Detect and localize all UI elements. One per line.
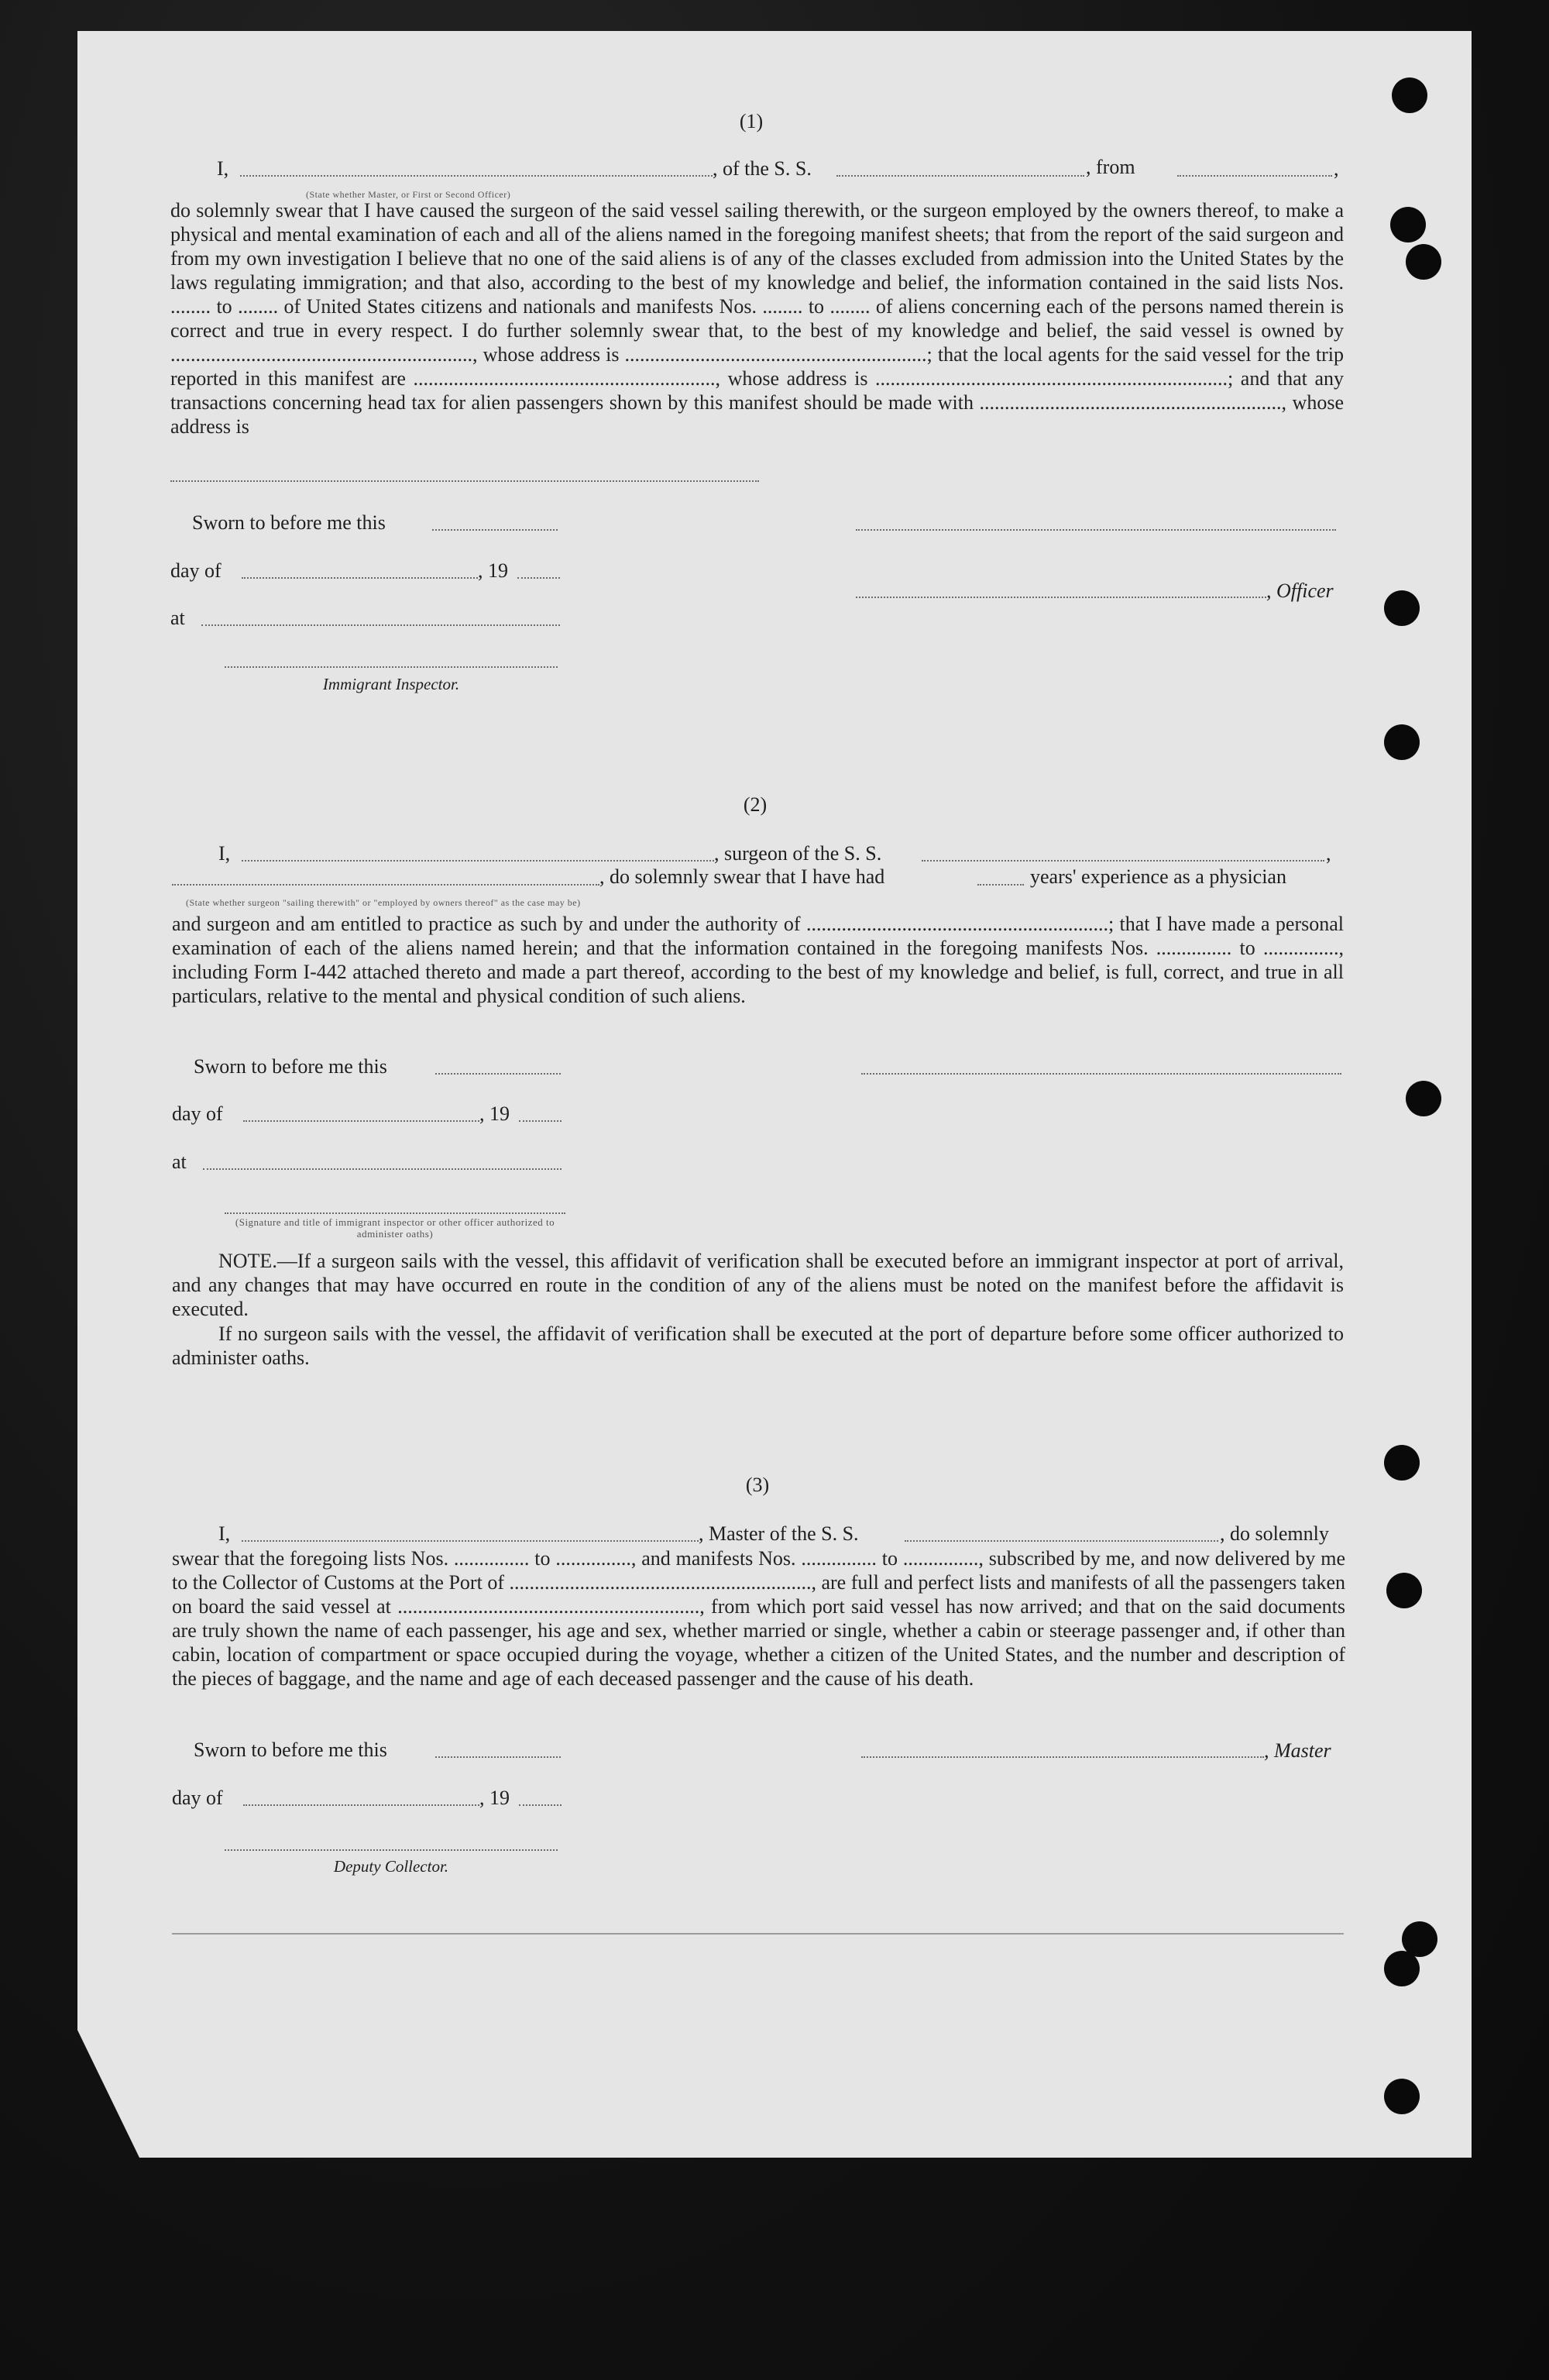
- immigrant-inspector-label: Immigrant Inspector.: [322, 675, 460, 693]
- surgeon-status-field[interactable]: [172, 884, 599, 886]
- binder-hole: [1390, 207, 1426, 242]
- master-of-ss-label: , Master of the S. S.: [699, 1522, 859, 1545]
- sworn-label: Sworn to before me this: [192, 511, 386, 534]
- month-field[interactable]: [243, 1804, 479, 1806]
- sworn-label: Sworn to before me this: [194, 1739, 387, 1761]
- i-label: I,: [218, 842, 231, 865]
- officer-rank-hint: (State whether Master, or First or Second Officer): [306, 189, 511, 200]
- sworn-label: Sworn to before me this: [194, 1055, 387, 1078]
- binder-hole: [1384, 590, 1420, 626]
- deputy-collector-label: Deputy Collector.: [333, 1857, 449, 1876]
- at-label: at: [170, 607, 185, 629]
- bottom-rule: [172, 1933, 1344, 1935]
- surgeon-of-ss-label: , surgeon of the S. S.: [714, 842, 882, 865]
- day-of-label: day of: [172, 1102, 223, 1125]
- signature-title-hint: (Signature and title of immigrant inspector or other officer authorized to administer oaths): [235, 1216, 555, 1240]
- line-comma: ,: [1326, 842, 1331, 865]
- years-experience-label: years' experience as a physician: [1030, 865, 1286, 888]
- binder-hole: [1406, 1081, 1441, 1116]
- binder-hole: [1384, 724, 1420, 760]
- at-place-field[interactable]: [203, 1168, 562, 1170]
- inspector-signature-field[interactable]: [225, 666, 558, 668]
- signature-field[interactable]: [856, 529, 1336, 531]
- sworn-day-field[interactable]: [435, 1756, 561, 1758]
- day-of-label: day of: [170, 559, 222, 582]
- section-2-oath-text: and surgeon and am entitled to practice as such by and under the authority of ............................................................; that I have made a personal examination of each of the aliens named herein; and that the information contained in the foregoing manifests Nos. ............... to ..............., including Form I-442 attached thereto and made a part thereof, according to the best of my knowledge and belief, is full, correct, and true in all particulars, relative to the mental and physical condition of such aliens.: [172, 913, 1344, 1007]
- surgeon-name-field[interactable]: [242, 860, 714, 862]
- section-1-number: (1): [739, 110, 764, 132]
- officer-label: , Officer: [1266, 580, 1334, 602]
- year-label: , 19: [479, 1102, 510, 1125]
- years-field[interactable]: [977, 884, 1024, 886]
- sworn-day-field[interactable]: [432, 529, 558, 531]
- year-label: , 19: [479, 1787, 510, 1809]
- year-label: , 19: [478, 559, 508, 582]
- section-1-oath-text: do solemnly swear that I have caused the surgeon of the said vessel sailing therewith, or the surgeon employed by the owners thereof, to make a physical and mental examination of each and all of the aliens named in the foregoing manifest sheets; that from the report of the said surgeon and from my own investigation I believe that no one of the said aliens is of any of the classes excluded from admission into the United States by the laws regulating immigration; and that also, according to the best of my knowledge and belief, the information contained in the said lists Nos. ........ to ........ of United States citizens and nationals and manifests Nos. ........ to ........ of aliens concerning each of the persons named therein is correct and true in every respect. I do further solemnly swear that, to the best of my knowledge and belief, the said vessel is owned by ............................................................, whose address is ............................................................; that the local agents for the said vessel for the trip reported in this manifest are ............................................................, whose address is ......................................................................; and that any transactions concerning head tax for alien passengers shown by this manifest should be made with ............................................................, whose address is: [170, 199, 1344, 438]
- year-field[interactable]: [519, 1120, 562, 1122]
- year-field[interactable]: [517, 577, 560, 579]
- master-vessel-field[interactable]: [905, 1540, 1218, 1542]
- at-label: at: [172, 1150, 187, 1173]
- section-3-oath-text: swear that the foregoing lists Nos. ............... to ..............., and manifests Nos. ............... to ..............., subscribed by me, and now delivered by me to the Collector of Customs at the Port of ............................................................, are full and perfect lists and manifests of all the passengers taken on board the said vessel at ............................................................, from which port said vessel has now arrived; and that on the said documents are truly shown the name of each passenger, his age and sex, whether married or single, whether a cabin or steerage passenger and, if other than cabin, location of compartment or space occupied during the voyage, whether a citizen of the United States, and the number and description of the pieces of baggage, and the name and age of each deceased passenger and the cause of his death.: [172, 1547, 1345, 1690]
- sworn-day-field[interactable]: [435, 1073, 561, 1075]
- deputy-signature-field[interactable]: [225, 1849, 558, 1851]
- binder-hole: [1384, 1445, 1420, 1481]
- line-comma: ,: [1334, 157, 1339, 180]
- i-label: I,: [217, 157, 229, 180]
- binder-hole: [1384, 1951, 1420, 1986]
- binder-hole: [1384, 2079, 1420, 2114]
- master-name-field[interactable]: [242, 1540, 699, 1542]
- section-3-number: (3): [745, 1474, 770, 1496]
- day-of-label: day of: [172, 1787, 223, 1809]
- master-label: , Master: [1264, 1739, 1331, 1762]
- do-solemnly-label: , do solemnly: [1220, 1522, 1329, 1545]
- officer-name-field[interactable]: [240, 175, 713, 177]
- continuation-field[interactable]: [170, 480, 759, 482]
- master-signature-field[interactable]: [861, 1756, 1264, 1758]
- from-port-field[interactable]: [1177, 175, 1332, 177]
- month-field[interactable]: [243, 1120, 479, 1122]
- section-2-number: (2): [743, 793, 768, 816]
- at-place-field[interactable]: [201, 624, 560, 626]
- signature-field[interactable]: [861, 1073, 1341, 1075]
- note-paragraph: NOTE.—If a surgeon sails with the vessel, this affidavit of verification shall be executed before an immigrant inspector at port of arrival, and any changes that may have occurred en route in the condition of any of the aliens must be noted on the manifest before the affidavit is executed.: [172, 1250, 1344, 1320]
- inspector-signature-field[interactable]: [225, 1212, 565, 1214]
- surgeon-status-hint: (State whether surgeon "sailing therewith" or "employed by owners thereof" as the case may be): [186, 897, 581, 908]
- binder-hole: [1406, 244, 1441, 280]
- year-field[interactable]: [519, 1804, 562, 1806]
- from-label: , from: [1086, 156, 1135, 178]
- vessel-name-field[interactable]: [836, 175, 1084, 177]
- surgeon-vessel-field[interactable]: [922, 860, 1324, 862]
- officer-signature-field[interactable]: [856, 597, 1266, 598]
- i-label: I,: [218, 1522, 231, 1545]
- swear-experience-label: , do solemnly swear that I have had: [599, 865, 885, 888]
- note-paragraph-2: If no surgeon sails with the vessel, the affidavit of verification shall be executed at the port of departure before some officer authorized to administer oaths.: [172, 1322, 1344, 1369]
- binder-hole: [1392, 77, 1427, 113]
- of-ss-label: , of the S. S.: [713, 157, 812, 180]
- binder-hole: [1386, 1573, 1422, 1608]
- month-field[interactable]: [242, 577, 478, 579]
